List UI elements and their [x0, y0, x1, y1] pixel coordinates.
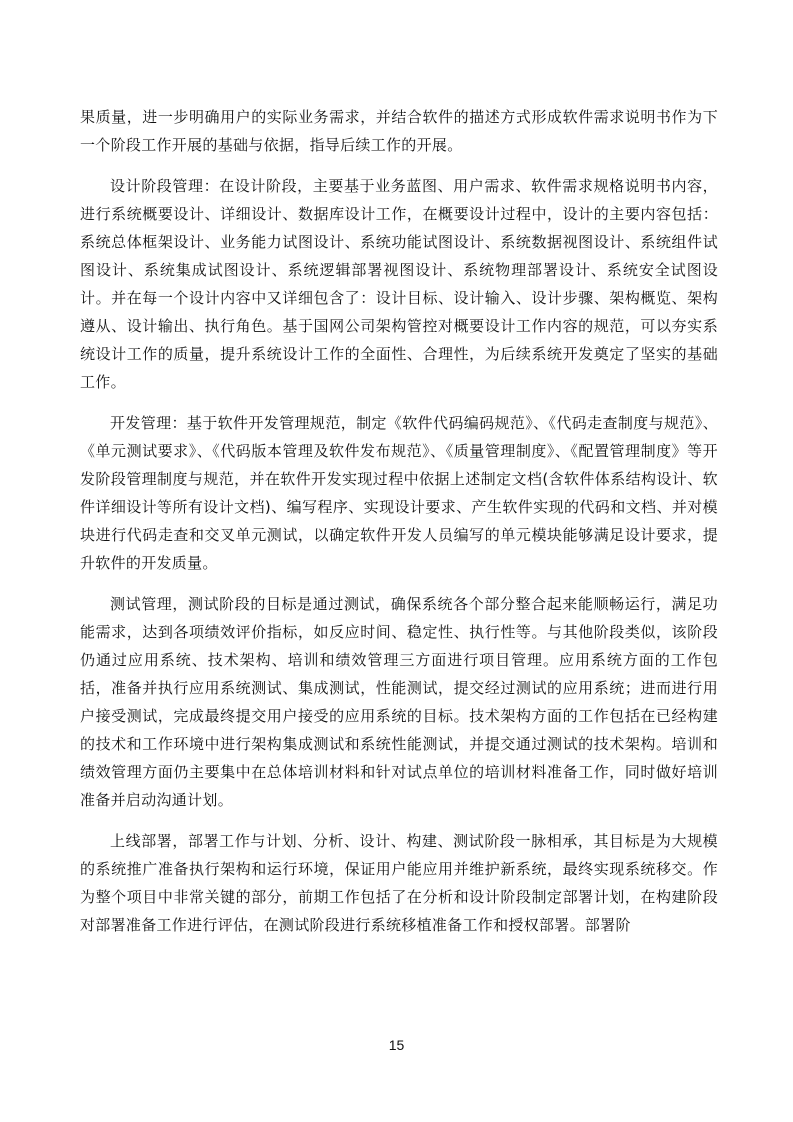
paragraph-design-phase: 设计阶段管理：在设计阶段，主要基于业务蓝图、用户需求、软件需求规格说明书内容，进行系统概要设计、详细设计、数据库设计工作，在概要设计过程中，设计的主要内容包括：系统总体框架设计、业务能力试图设计、系统功能试图设计、系统数据视图设计、系统组件试图设计、系统集成试图设计、系统逻辑部署视图设计、系统物理部署设计、系统安全试图设计。并在每一个设计内容中又详细包含了：设计目标、设计输入、设计步骤、架构概览、架构遵从、设计输出、执行角色。基于国网公司架构管控对概要设计工作内容的规范，可以夯实系统设计工作的质量，提升系统设计工作的全面性、合理性，为后续系统开发奠定了坚实的基础工作。: [80, 177, 718, 391]
paragraph-continuation: 果质量，进一步明确用户的实际业务需求，并结合软件的描述方式形成软件需求说明书作为下一个阶段工作开展的基础与依据，指导后续工作的开展。: [80, 108, 718, 154]
paragraph-testing: 测试管理，测试阶段的目标是通过测试，确保系统各个部分整合起来能顺畅运行，满足功能需求，达到各项绩效评价指标，如反应时间、稳定性、执行性等。与其他阶段类似，该阶段仍通过应用系统、技术架构、培训和绩效管理三方面进行项目管理。应用系统方面的工作包括，准备并执行应用系统测试、集成测试，性能测试，提交经过测试的应用系统；进而进行用户接受测试，完成最终提交用户接受的应用系统的目标。技术架构方面的工作包括在已经构建的技术和工作环境中进行架构集成测试和系统性能测试，并提交通过测试的技术架构。培训和绩效管理方面仍主要集中在总体培训材料和针对试点单位的培训材料准备工作，同时做好培训准备并启动沟通计划。: [80, 595, 718, 809]
body-text: [80, 103, 718, 939]
paragraph-deployment: 上线部署，部署工作与计划、分析、设计、构建、测试阶段一脉相承，其目标是为大规模的系统推广准备执行架构和运行环境，保证用户能应用并维护新系统，最终实现系统移交。作为整个项目中非常关键的部分，前期工作包括了在分析和设计阶段制定部署计划，在构建阶段对部署准备工作进行评估，在测试阶段进行系统移植准备工作和授权部署。部署阶: [80, 832, 718, 934]
paragraph-development: 开发管理：基于软件开发管理规范，制定《软件代码编码规范》、《代码走查制度与规范》、《单元测试要求》、《代码版本管理及软件发布规范》、《质量管理制度》、《配置管理制度》等开发阶段管理制度与规范，并在软件开发实现过程中依据上述制定文档(含软件体系结构设计、软件详细设计等所有设计文档)、编写程序、实现设计要求、产生软件实现的代码和文档、并对模块进行代码走查和交叉单元测试，以确定软件开发人员编写的单元模块能够满足设计要求，提升软件的开发质量。: [80, 414, 718, 572]
page-number: 15: [388, 1037, 405, 1053]
